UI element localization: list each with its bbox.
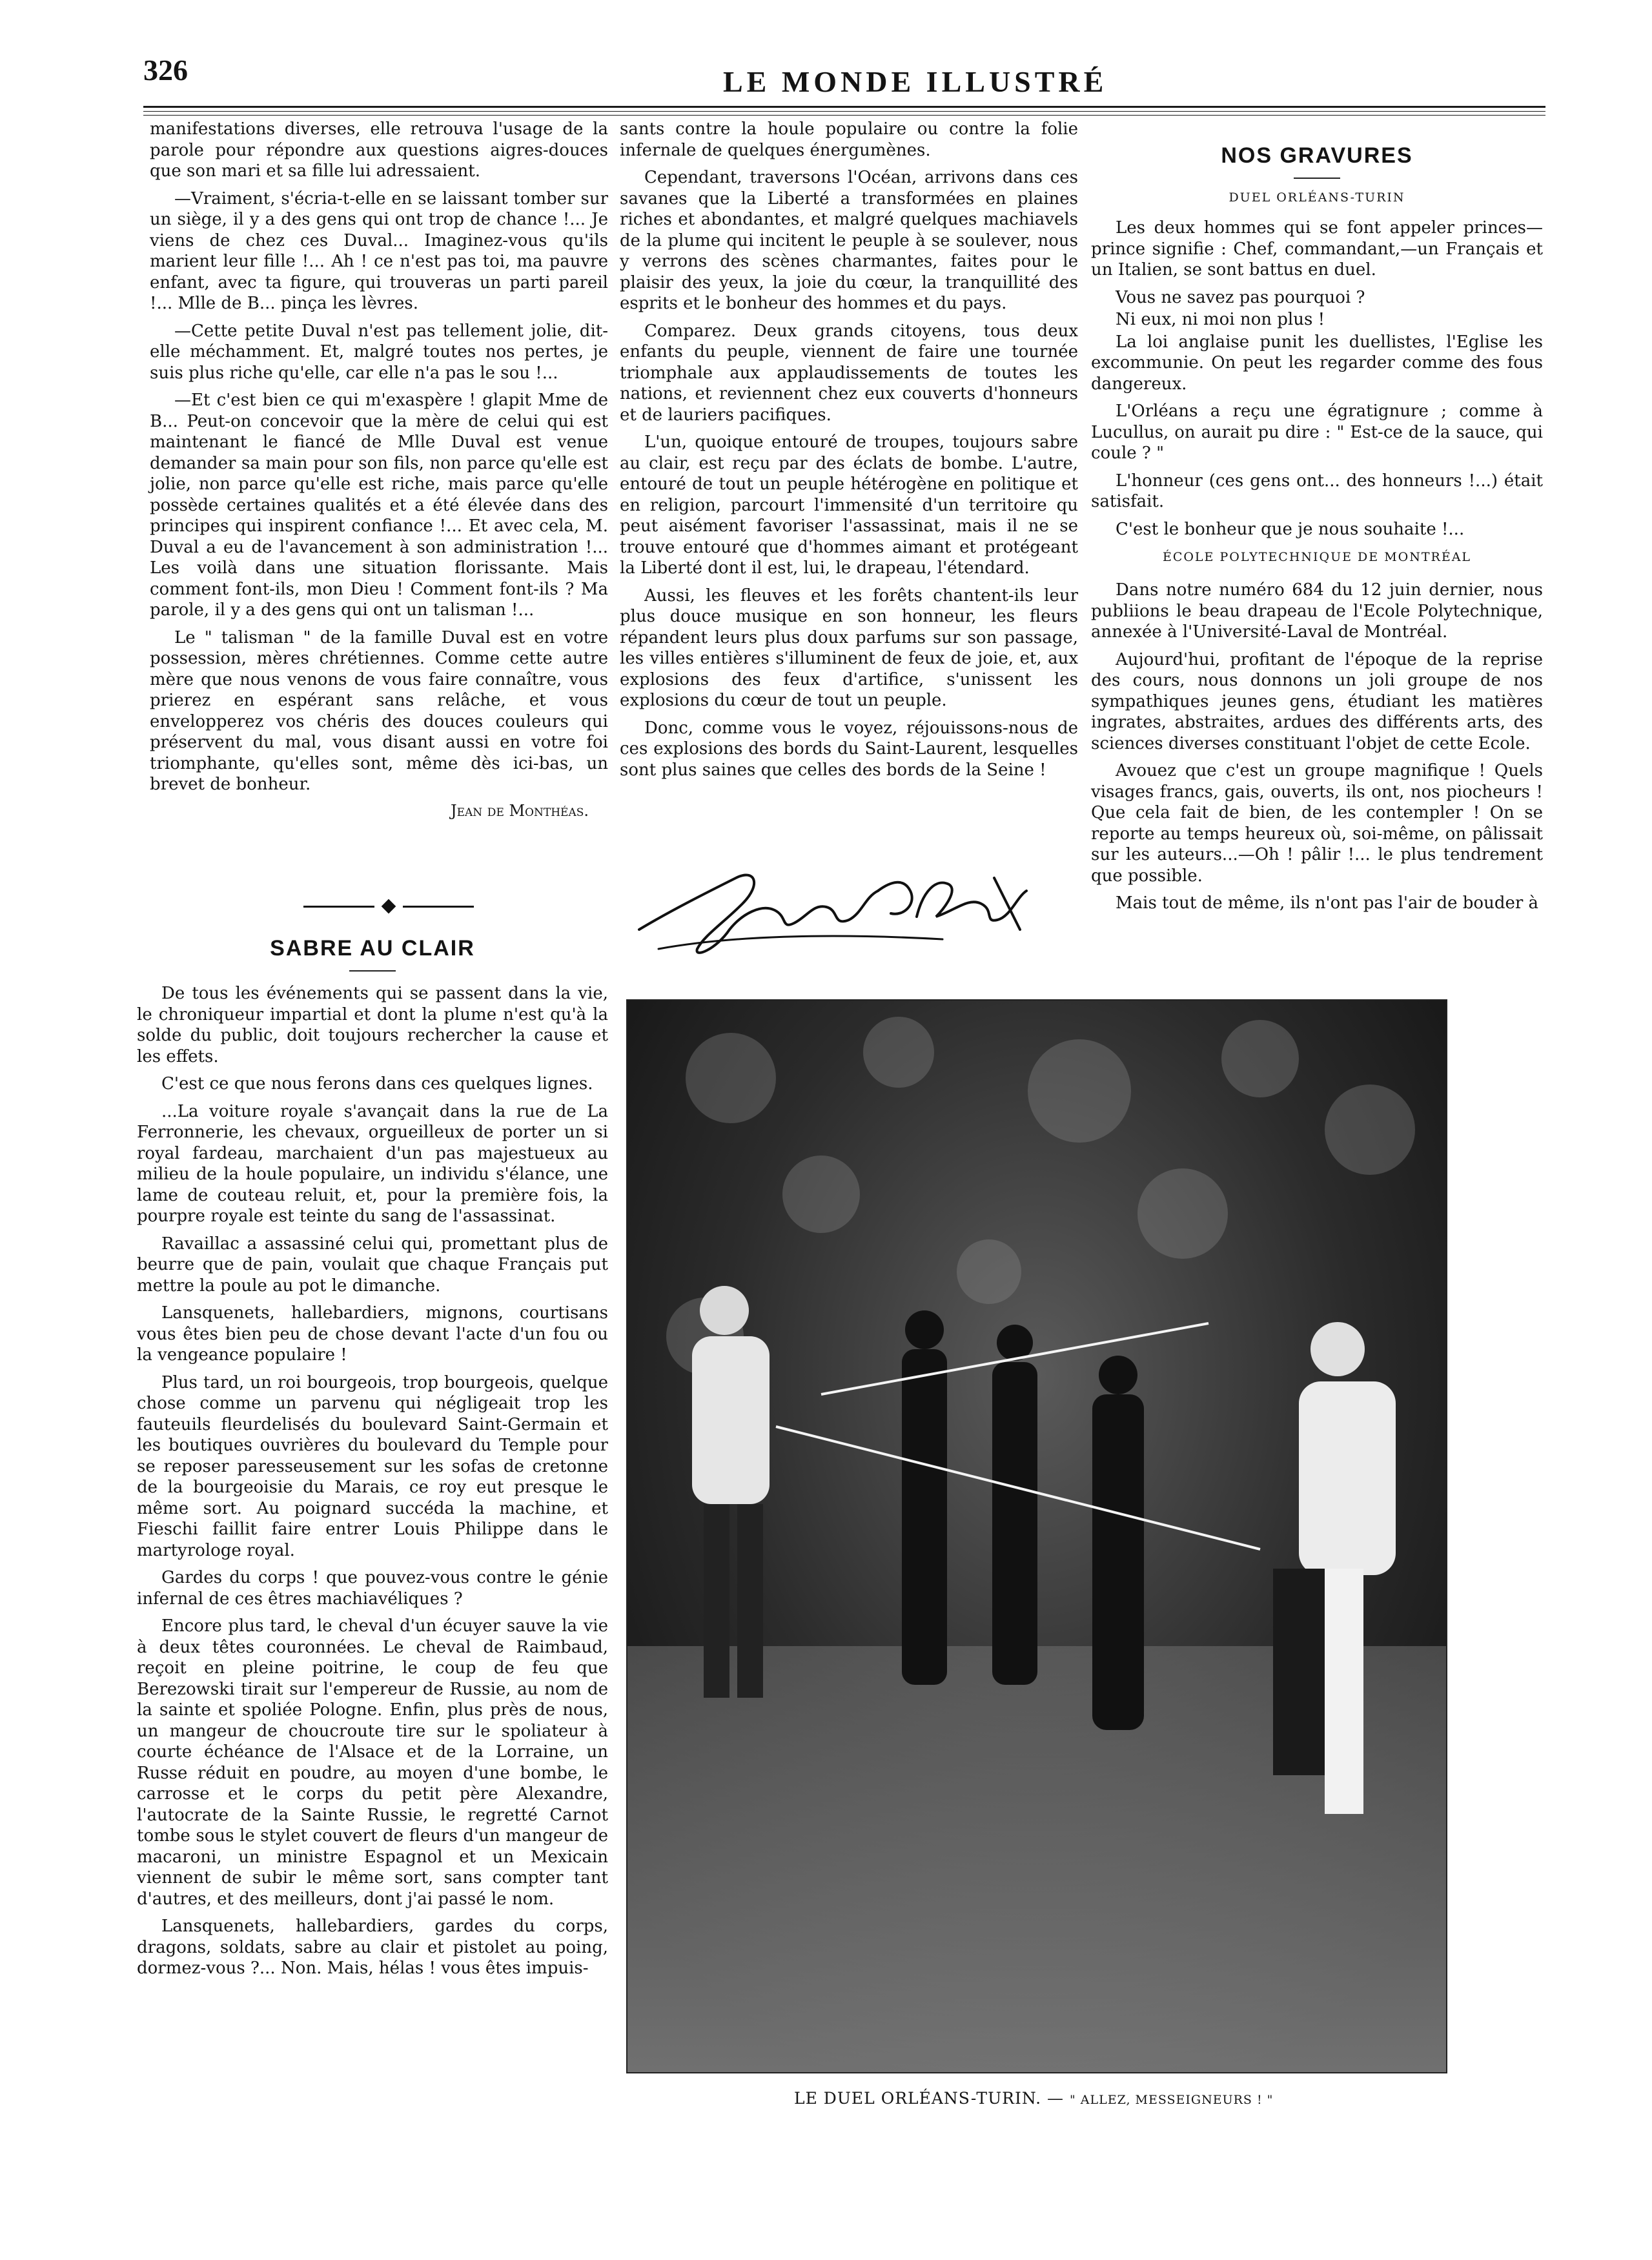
gravure-paragraph: Mais tout de même, ils n'ont pas l'air de bouder à <box>1116 893 1539 913</box>
story-paragraph: —Vraiment, s'écria-t-elle en se laissant tomber sur un siège, il y a des gens qui ont trop de chance !... Je viens de chez ces Duval... Imaginez-vous qu'ils marient leur fille !... Ah ! ce n'est pas toi, ma pauvre enfant, avec ta figure, qui trouveras un parti pareil !... Mlle de B... pinça les lèvres. <box>150 188 608 313</box>
gravure-paragraph: La loi anglaise punit les duellistes, l'Eglise les excommunie. On peut les regarder comme des fous dangereux. <box>1091 332 1543 394</box>
caption-main: LE DUEL ORLÉANS-TURIN. — <box>794 2089 1070 2108</box>
article-paragraph: Cependant, traversons l'Océan, arrivons dans ces savanes que la Liberté a transformées en plaines riches et abondantes, et malgré quelques machiavels de la plume qui incitent le peuple à se soulever, nous y verrons des scènes charmantes, faites pour le plaisir des yeux, la joie du cœur, la tranquillité des esprits et le bonheur des hommes et du pays. <box>620 168 1078 313</box>
article-paragraph: Gardes du corps ! que pouvez-vous contre le génie infernal de ces êtres machiavéliques ? <box>137 1568 608 1609</box>
gravure-paragraph: C'est le bonheur que je nous souhaite !... <box>1116 519 1465 539</box>
article-paragraph: Lansquenets, hallebardiers, mignons, courtisans vous êtes bien peu de chose devant l'acte d'un fou ou la vengeance populaire ! <box>137 1303 608 1365</box>
author-signature: Jean de Monthéas. <box>451 801 589 820</box>
subtitle-duel: DUEL ORLÉANS-TURIN <box>1229 190 1405 205</box>
handwritten-signature <box>633 852 1046 968</box>
duel-photograph <box>626 999 1447 2073</box>
gravure-paragraph: Avouez que c'est un groupe magnifique ! Quels visages francs, gais, ouverts, ils ont, nos piocheurs ! Que cela fait de bien, de les contempler ! On se reporte au temps heureux où, soi-même, on pâlissait sur les auteurs...—Oh ! pâlir !... le plus tendrement que possible. <box>1091 761 1543 886</box>
article-paragraph: Aussi, les fleuves et les forêts chantent-ils leur plus douce musique en son honneur, les fleurs répandent leurs plus doux parfums sur son passage, les villes entières s'illuminent de feux de joie, et, aux explosions des feux d'artifice, s'unissent les explosions du cœur de tout un peuple. <box>620 585 1078 710</box>
article-paragraph: sants contre la houle populaire ou contre la folie infernale de quelques énergumènes. <box>620 119 1078 160</box>
story-paragraph: Le " talisman " de la famille Duval est en votre possession, mères chrétiennes. Comme cette autre mère que nous venons de vous faire connaître, vous prierez en espérant sans relâche, et vous envelopperez vos chéris des douces couleurs qui préservent du mal, vous disant aussi en votre foi triomphante, qu'elles sont, même dès ici-bas, un brevet de bonheur. <box>150 627 608 794</box>
title-rule <box>1294 178 1340 179</box>
gravure-paragraph: Ni eux, ni moi non plus ! <box>1116 310 1325 329</box>
header-rule-thin-2 <box>143 115 1545 116</box>
header-rule-thin <box>143 111 1545 112</box>
header-rule-thick <box>143 106 1545 108</box>
gravure-paragraph: Dans notre numéro 684 du 12 juin dernier, nous publiions le beau drapeau de l'Ecole Polytechnique, annexée à l'Université-Laval de Montréal. <box>1091 580 1543 642</box>
masthead-title: LE MONDE ILLUSTRÉ <box>723 65 1108 98</box>
sabre-article <box>137 936 608 1986</box>
gravure-paragraph: L'Orléans a reçu une égratignure ; comme à Lucullus, on aurait pu dire : " Est-ce de la sauce, qui coule ? " <box>1091 402 1543 463</box>
caption-quote: " ALLEZ, MESSEIGNEURS ! " <box>1069 2093 1274 2107</box>
article-paragraph: Lansquenets, hallebardiers, gardes du corps, dragons, soldats, sabre au clair et pistolet au poing, dormez-vous ?... Non. Mais, hélas ! vous êtes impuis- <box>137 1917 608 1978</box>
section-title-sabre: SABRE AU CLAIR <box>270 936 475 961</box>
article-paragraph: De tous les événements qui se passent dans la vie, le chroniqueur impartial et dont la plume n'est qu'à la solde du public, doit toujours rechercher la cause et les effets. <box>137 984 608 1066</box>
gravure-paragraph: Vous ne savez pas pourquoi ? <box>1116 287 1365 307</box>
gravure-paragraph: Les deux hommes qui se font appeler princes—prince signifie : Chef, commandant,—un Français et un Italien, se sont battus en duel. <box>1091 218 1543 280</box>
duel-engraving <box>627 1001 1446 2072</box>
gravure-paragraph: Aujourd'hui, profitant de l'époque de la reprise des cours, nous donnons un joli groupe de nos sympathiques jeunes gens, étudiant les matières ingrates, abstraites, ardues des différents arts, des sciences diverses constituant l'objet de cette Ecole. <box>1091 649 1543 753</box>
column-3-nos-gravures <box>1091 143 1543 921</box>
photo-caption <box>794 2089 1273 2108</box>
story-paragraph: —Cette petite Duval n'est pas tellement jolie, dit-elle méchamment. Et, malgré toutes nos pertes, je suis plus riche qu'elle, car elle n'a pas le sou !... <box>150 321 608 383</box>
article-paragraph: Ravaillac a assassiné celui qui, promettant plus de beurre que de pain, voulait que chaque Français put mettre la poule au pot le dimanche. <box>137 1234 608 1296</box>
section-title-nos-gravures: NOS GRAVURES <box>1221 143 1413 168</box>
article-paragraph: C'est ce que nous ferons dans ces quelques lignes. <box>161 1074 593 1094</box>
column-1-story <box>150 119 608 820</box>
section-ornament <box>292 901 485 911</box>
page-number: 326 <box>143 54 188 87</box>
article-paragraph: Encore plus tard, le cheval d'un écuyer sauve la vie à deux têtes couronnées. Le cheval de Raimbaud, reçoit en pleine poitrine, le coup de feu que Berezowski tirait sur l'empereur de Russie, au nom de la sainte et spoliée Pologne. Enfin, plus près de nous, un mangeur de choucroute tire sur le spoliateur à courte échéance de l'Alsace et de la Lorraine, un Russe réduit en poudre, au moyen d'une bombe, le carrosse et le corps du petit père Alexandre, l'autocrate de la Sainte Russie, le regretté Carnot tombe sous le stylet couvert de fleurs d'un mangeur de macaroni, un ministre Espagnol et un Mexicain viennent de subir le même sort, sans compter tant d'autres, et des meilleurs, dont j'ai passé le nom. <box>137 1616 608 1909</box>
article-paragraph: ...La voiture royale s'avançait dans la rue de La Ferronnerie, les chevaux, orgueilleux de porter un si royal fardeau, marchaient d'un pas majestueux au milieu de la houle populaire, un individu s'élance, une lame de couteau reluit, et, pour la première fois, la pourpre royale est teinte du sang de l'assassinat. <box>137 1101 608 1226</box>
article-paragraph: L'un, quoique entouré de troupes, toujours sabre au clair, est reçu par des éclats de bombe. L'autre, entouré de tout un peuple hétérogène en politique et en religion, parcourt l'immensité d'un territoire qu peut aisément favoriser l'assassinat, mais il ne se trouve entouré que d'hommes aimant et protégeant la Liberté dont il est, lui, le drapeau, l'étendard. <box>620 433 1078 578</box>
story-paragraph: —Et c'est bien ce qui m'exaspère ! glapit Mme de B... Peut-on concevoir que la mère de celui qui est maintenant le fiancé de Mlle Duval est venue demander sa main pour son fils, non parce qu'elle est jolie, non parce qu'elle est riche, mais parce qu'elle possède certaines qualités et a été élevée dans des principes qui inspirent confiance !... Et avec cela, M. Duval a eu de l'avancement à son administration !... Les voilà dans une situation florissante. Mais comment font-ils, mon Dieu ! Comment font-ils ? Ma parole, il y a des gens qui ont un talisman !... <box>150 391 608 620</box>
gravure-paragraph: L'honneur (ces gens ont... des honneurs !...) était satisfait. <box>1091 471 1543 511</box>
article-paragraph: Comparez. Deux grands citoyens, tous deux enfants du peuple, viennent de faire une tournée triomphale aux applaudissements de toutes les nations, et reviennent chez eux couverts d'honneurs et de lauriers pacifiques. <box>620 321 1078 425</box>
article-paragraph: Donc, comme vous le voyez, réjouissons-nous de ces explosions des bords du Saint-Laurent, lesquelles sont plus saines que celles des bords de la Seine ! <box>620 718 1078 780</box>
title-rule <box>349 970 396 972</box>
subtitle-polytechnique: ÉCOLE POLYTECHNIQUE DE MONTRÉAL <box>1162 550 1472 564</box>
story-paragraph: manifestations diverses, elle retrouva l'usage de la parole pour répondre aux questions aigres-douces que son mari et sa fille lui adressaient. <box>150 119 608 181</box>
column-2-article <box>620 119 1078 787</box>
article-paragraph: Plus tard, un roi bourgeois, trop bourgeois, quelque chose comme un parvenu qui négligeait trop les fauteuils fleurdelisés du boulevard Saint-Germain et les boutiques ouvrières du boulevard du Temple pour se reposer paresseusement sur les sofas de cretonne de la bourgeoisie du Marais, ce roy eut presque le même sort. Au poignard succéda la machine, et Fieschi faillit faire entrer Louis Philippe dans le martyrologe royal. <box>137 1372 608 1560</box>
